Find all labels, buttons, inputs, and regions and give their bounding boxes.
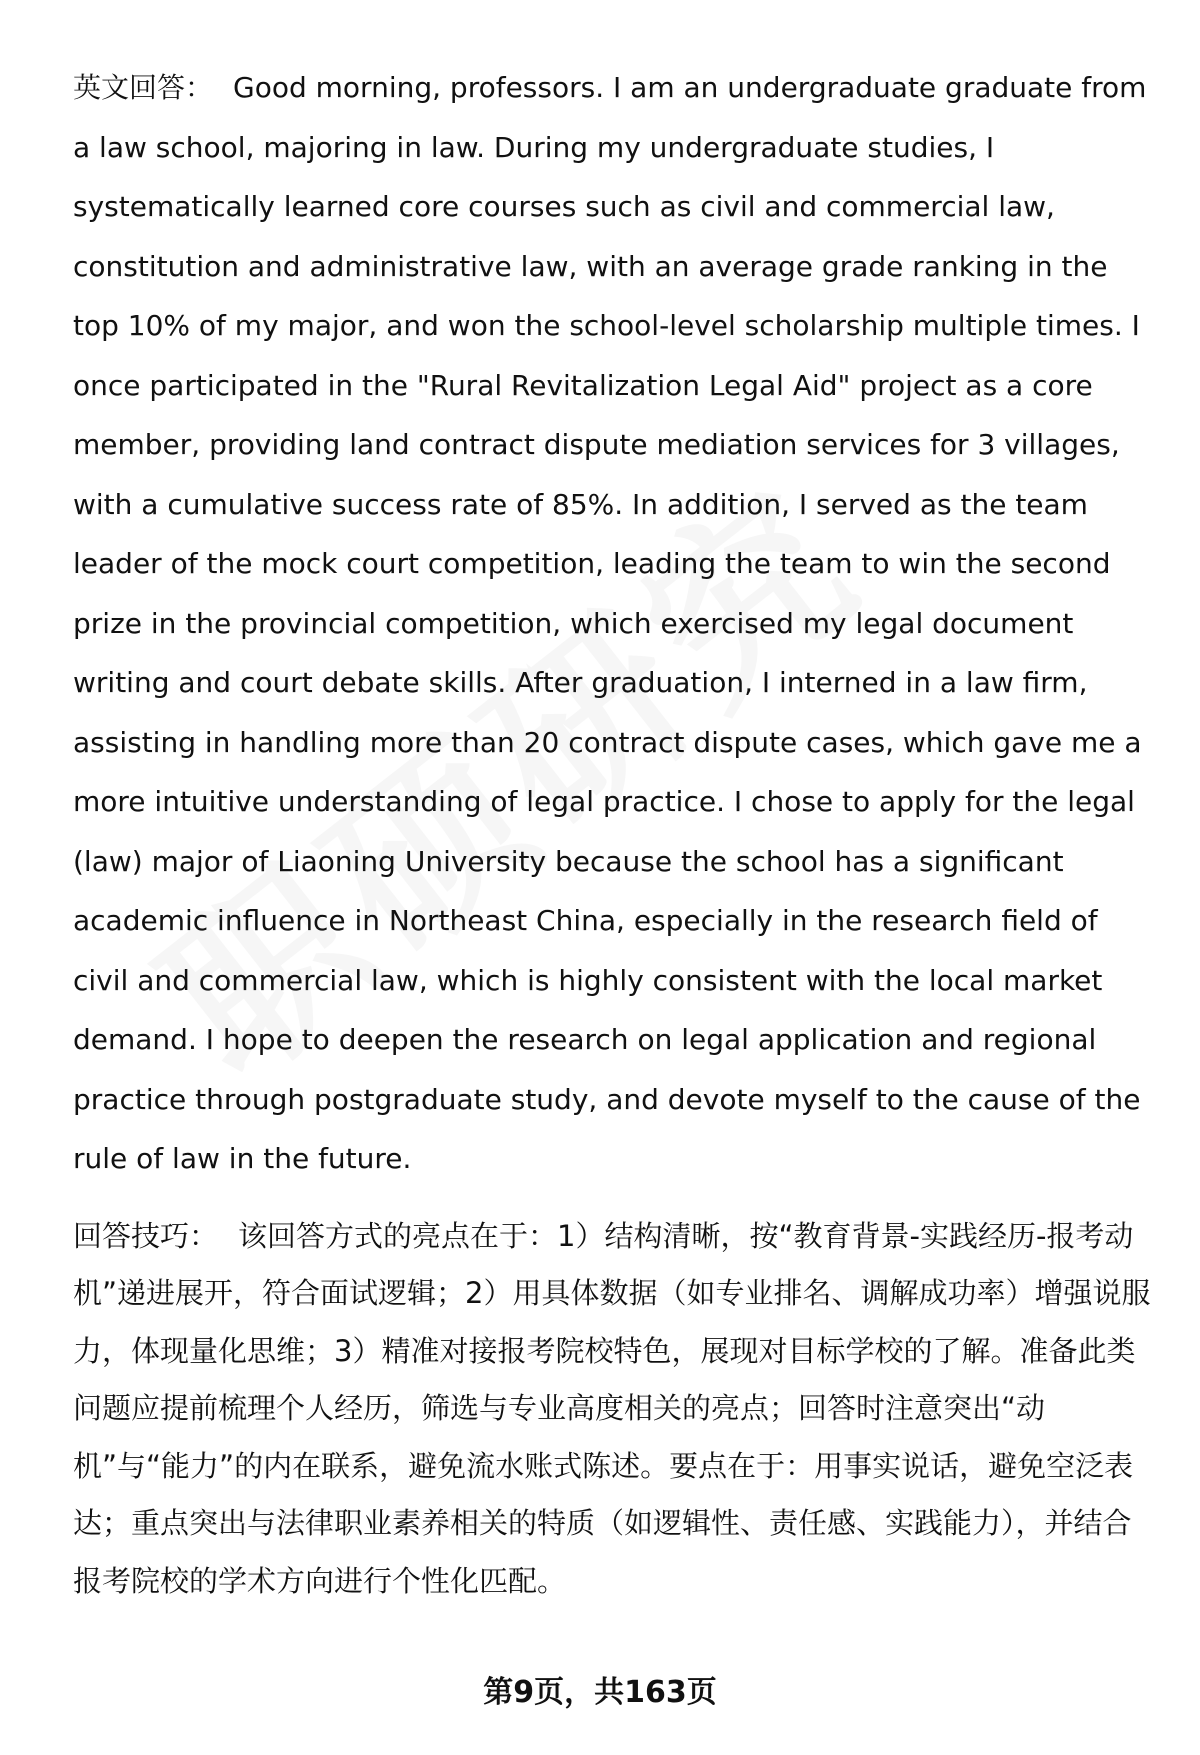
english-answer-paragraph (73, 58, 1158, 1189)
english-answer-label: 英文回答： (73, 71, 214, 104)
answer-tips-paragraph (73, 1208, 1158, 1611)
page-content (73, 58, 1158, 1610)
english-answer-text: Good morning, professors. I am an undergraduate graduate from a law school, majoring in law. During my undergraduate studies, I systematically learned core courses such as civil and commercial law, constitution and administrative law, with an average grade ranking in the top 10% of my major, and won the school-level scholarship multiple times. I once participated in the "Rural Revitalization Legal Aid" project as a core member, providing land contract dispute mediation services for 3 villages, with a cumulative success rate of 85%. In addition, I served as the team leader of the mock court competition, leading the team to win the second prize in the provincial competition, which exercised my legal document writing and court debate skills. After graduation, I interned in a law firm, assisting in handling more than 20 contract dispute cases, which gave me a more intuitive understanding of legal practice. I chose to apply for the legal (law) major of Liaoning University because the school has a significant academic influence in Northeast China, especially in the research field of civil and commercial law, which is highly consistent with the local market demand. I hope to deepen the research on legal application and regional practice through postgraduate study, and devote myself to the cause of the rule of law in the future. (73, 71, 1147, 1175)
answer-tips-label: 回答技巧： (73, 1218, 219, 1253)
answer-tips-text: 该回答方式的亮点在于：1）结构清晰，按“教育背景-实践经历-报考动机”递进展开，符合面试逻辑；2）用具体数据（如专业排名、调解成功率）增强说服力，体现量化思维；3）精准对接报考院校特色，展现对目标学校的了解。准备此类问题应提前梳理个人经历，筛选与专业高度相关的亮点；回答时注意突出“动机”与“能力”的内在联系，避免流水账式陈述。要点在于：用事实说话，避免空泛表达；重点突出与法律职业素养相关的特质（如逻辑性、责任感、实践能力），并结合报考院校的学术方向进行个性化匹配。 (73, 1218, 1151, 1598)
page-number: 第9页，共163页 (483, 1675, 717, 1710)
